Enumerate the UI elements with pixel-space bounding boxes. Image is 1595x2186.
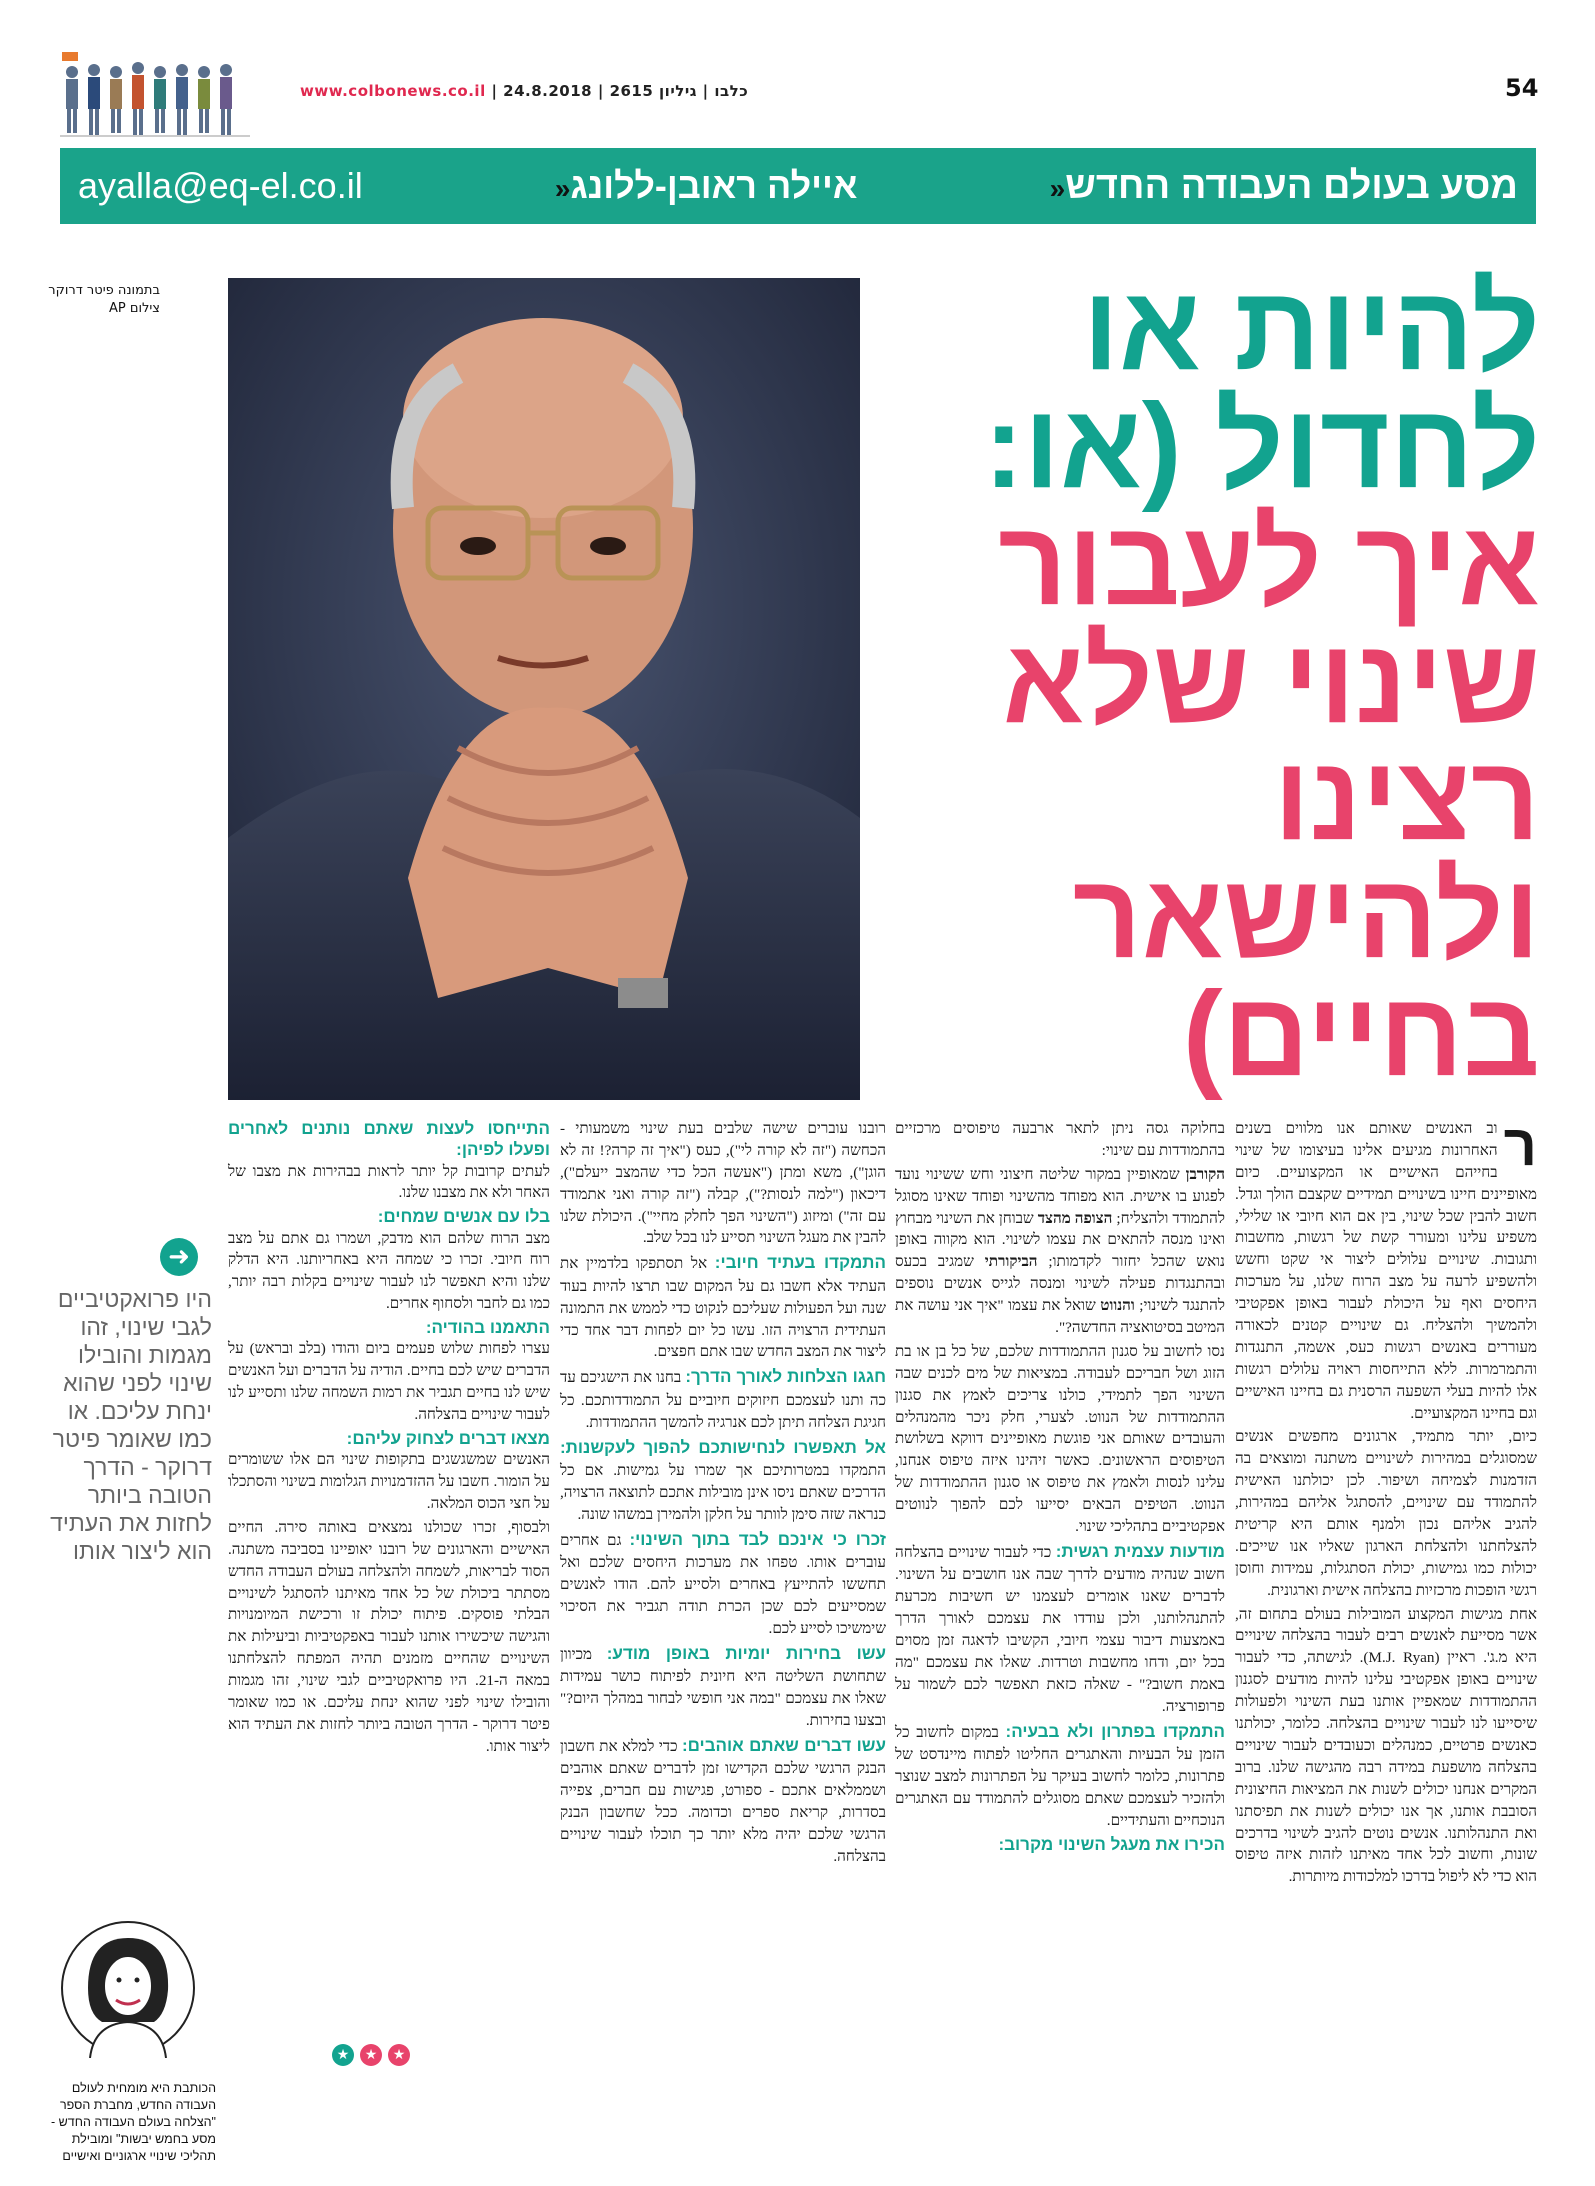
subheading: עשו בחירות יומיות באופן מודע: xyxy=(606,1643,886,1663)
paragraph-text: שמגיב בכעס ובהתנגדות פעילה לשינוי ומנסה לגייס אנשים נוספים להתנגד לשינוי; xyxy=(895,1253,1226,1315)
paragraph: נסו לחשוב על סגנון ההתמודדות שלכם, של כל בן או בת הזוג ושל חבריכם לעבודה. במציאות של מים לכנים שבה השינוי הפך לתמידי, כולנו צריכים לאמץ את סגנון ההתמודדות של הנווט. לצערי, חלק ניכר מהמנהלים והעובדים שאותם אני פוגשת מאופיינים דווקא בשלושת הטיפוסים הראשונים. כאשר זיהינו איזה טיפוס אנחנו, עלינו לנסות ולאמץ את טיפוס או סגנון ההתמודדות של הנווט. הטיפים הבאים יסייעו לכם להפוך לנווטים אפקטיביים בתהליכי שינוי. xyxy=(895,1342,1225,1536)
paragraph xyxy=(560,1365,886,1433)
title-line: שינוי שלא xyxy=(1002,613,1540,748)
author-email[interactable]: ayalla@eq-el.co.il xyxy=(78,165,363,206)
paragraph-text: מכיוון שתחושת השליטה היא חיונית לפיתוח כושר עמידות שאלו את עצמכם "במה אני חופשי לבחור במהלך היום?" ובצעו בחירות. xyxy=(560,1645,886,1730)
paragraph-text: התמקדו במטרותיכם אך שמרו על גמישות. אם כל הדרכים שאתם ניסו אינן מובילות אתכם לתוצאה הרצויה, כנראה שזה סימן לוותר על חלקן ולהמירן במשהו שונה. xyxy=(560,1462,886,1523)
article-column-2 xyxy=(895,1118,1225,2158)
paragraph: כיום, יותר מתמיד, ארגונים מחפשים אנשים שמסוגלים במהירות לשינויים משתנה ומוצאים בה הזדמנות לצמיחה ושיפור. לכן יכולתנו האישית להתמודד עם שינויים, להסתגל אליהם במהירות, להגיב אליהם נכון ולמנף אותם היא קריטית להצלחתנו ולהצלחת הארגון שאליו אנו שייכים. יכולות כמו גמישות, יכולת הסתגלות, עמידות וחוסן רגשי הופכות מרכזיות בהצלחה אישית וארגונית. xyxy=(1235,1428,1537,1599)
paragraph: עצרו לפחות שלוש פעמים ביום והודו (בלב ובראש) על הדברים שיש לכם בחיים. הודיה על הדברים ועל האנשים שיש לנו בחיים תגביר את רמות השמחה שלנו ותסייע לנו לעבור שינויים בהצלחה. xyxy=(228,1340,550,1424)
issue-info xyxy=(300,82,748,100)
author-name xyxy=(555,165,858,207)
double-chevron-icon: « xyxy=(1049,172,1066,204)
keyword: הקורבן xyxy=(1185,1165,1225,1183)
subheading: התמקדו בעתיד חיובי: xyxy=(714,1253,886,1273)
subheading: התמקדו בפתרון ולא בבעיה: xyxy=(1005,1721,1226,1741)
paragraph-text: בחנו את הישגיכם עד כה ותנו לעצמכם חיזוקים חיוביים על התמודדותכם. כל חגיגת הצלחה תיתן לכם אנרגיה להמשך ההתמודדות. xyxy=(560,1369,886,1431)
paragraph: אחת מגישות המקצוע המובילות בעולם בתחום זה, אשר מסייעת לאנשים רבים לעבור בהצלחה שינויים היא מ.ג'. ראיין (M.J. Ryan). לגישתה, כדי לעבור שינויים באופן אפקטיבי עלינו להיות מודעים לסגנון ההתמודדות שמאפיין אותנו בעת השינוי ולפעולות שיסייעו לנו לעבור שינויים בהצלחה. כלומר, יכולתנו כאנשים פרטיים, כמנהלים וכעובדים לעבור שינויים בהצלחה מושפעת במידה רבה מהגישה שלנו. ברוב המקרים אנחנו יכולים לשנות את המציאות החיצונית הסובבת אותנו, אך אנו יכולים לשנות את תפיסתנו ואת התנהלותנו. אנשים נוטים להגיב לשינוי בדרכים שונות, וחשוב לכל אחד מאיתנו לזהות איזה טיפוס הוא כדי לא ליפול בדרכו למלכודות מיותרות. xyxy=(1235,1605,1537,1886)
credit-photographer: צילום AP xyxy=(108,300,160,316)
subheading: התאמנו בהודיה: xyxy=(425,1318,550,1338)
star-icon: ★ xyxy=(332,2044,354,2066)
subheading: בלו עם אנשים שמחים: xyxy=(377,1207,550,1227)
drop-cap: ר xyxy=(1503,1113,1537,1178)
article-title xyxy=(880,261,1540,1101)
subheading: חגגו הצלחות לאורך הדרך: xyxy=(685,1367,886,1387)
subheading: עשו דברים שאתם אוהבים: xyxy=(681,1735,886,1755)
paragraph-text: שבוחן את השינוי מבחוץ ואינו מנסה להתאים את עצמו לשינוי. הוא מקווה באופן נואש שהכל יחזור לקדמותו; xyxy=(895,1209,1225,1271)
double-chevron-icon: « xyxy=(554,173,571,204)
paragraph: רובנו עוברים שישה שלבים בעת שינוי משמעותי - הכחשה ("זה לא קורה לי"), כעס ("איך זה קרה?! זה לא הוגן"), משא ומתן ("אעשה הכל כדי שהמצב ייעלם"), דיכאון ("למה לנסות?"), קבלה ("זה קורה ואני אתמודד עם זה") ומיזוג ("השינוי הפך לחלק מחיי"). היכולת שלנו להבין את מעגל השינוי תסייע לנו בכל שלב. xyxy=(560,1120,886,1247)
keyword: הצופה מהצד xyxy=(1037,1209,1113,1227)
paragraph xyxy=(560,1251,886,1363)
paragraph: ולבסוף, זכרו שכולנו נמצאים באותה סירה. החיים האישיים והארגונים של רובנו יאופיינו בסביבה משתנה. הסוד לבריאות, לשמחה ולהצלחה בעולם העבודה החדש מסתתר ביכולת של כל אחד מאיתנו להסתגל לשינויים הבלתי פוסקים. פיתוח יכולת זו ורכישת המיומנויות והגישה שיכשירו אותנו לעבור באפקטיביות וביעילות את השינויים שהחיים מזמנים תהיה המפתח להצלחתנו במאה ה-21. היו פרואקטיביים לגבי שינוי, זהו מגמות והובילו שינוי לפני שהוא ינחת עליכם. או כמו שאומר פיטר דרוקר - הדרך הטובה ביותר לחזות את העתיד הוא ליצור אותו. xyxy=(228,1518,550,1755)
title-line-text: לחדול (או: xyxy=(983,378,1540,513)
paragraph: מצב הרוח שלהם הוא מדבק, ושמרו גם אתם על מצב רוח חיובי. זכרו כי שמחה היא באחריותנו. היא הדלק שלנו והיא תאפשר לנו לעבור שינויים בקלות רבה יותר, כמו גם לחבר ולסחוף אחרים. xyxy=(228,1229,550,1313)
paragraph-text: גם אחרים עוברים אותו. טפחו את מערכות היחסים שלכם ואל תחששו להתייעץ באחרים ולסייע להם. הודו לאנשים שמסייעים לכם שכן הכרת תודה תגביר את הסיכוי שימשיכו לסייע לכם. xyxy=(560,1531,886,1637)
arrow-right-icon: ➜ xyxy=(160,1238,198,1276)
page-number: 54 xyxy=(1505,74,1539,102)
paragraph xyxy=(560,1436,886,1526)
paragraph: האנשים שמשגשגים בתקופות שינוי הם אלו ששומרים על הומור. חשבו על ההזדמנויות הגלומות בשינוי והסתכלו על חצי הכוס המלאה. xyxy=(228,1451,550,1512)
article-column-1 xyxy=(1235,1113,1537,2158)
author-bio: הכותבת היא מומחית לעולם העבודה החדש, מחברת הספר "הצלחה בעולם העבודה החדש - מסע בחמש יבשות" ומובילת תהליכי שינויי ארגוניים ואישיים xyxy=(51,2081,216,2163)
author-portrait-illustration xyxy=(58,1918,198,2058)
paragraph-text: כדי לעבור שינויים בהצלחה חשוב שנהיה מודעים לדרך שבה אנו חושבים על השינוי. לדברים שאנו אומרים לעצמנו יש חשיבות מכרעת להתנהלותנו, ולכן עודדו את עצמכם לאורך הדרך באמצעות דיבור עצמי חיובי, הקשיבו לדאגה זמן מסוים בכל יום, ודחו מחשבות וטרדות. שאלו את עצמכם "מה באמת חשוב?" - שאלה כזאת תאפשר לכם לשמור על פרופורציה. xyxy=(895,1543,1225,1715)
paragraph-text: שמאופיין במקור שליטה חיצוני וחש ששינוי נועד לפגוע בו אישית. הוא מפוחד מהשינוי ופוחד שאינו מסוגל להתמודד ולהצליח; xyxy=(895,1165,1226,1227)
paragraph-text: שואל את עצמו "איך אני עושה את המיטב בסיטואציה החדשה?". xyxy=(895,1297,1225,1337)
section-header-bar xyxy=(60,148,1536,224)
subheading: התייחסו לעצות שאתם נותנים לאחרים ופעלו לפיהן: xyxy=(228,1119,550,1160)
paragraph xyxy=(895,1540,1225,1718)
paragraph xyxy=(895,1720,1225,1832)
title-line: איך לעבור xyxy=(998,496,1540,631)
subheading: מודעות עצמית רגשית: xyxy=(1055,1541,1225,1561)
section-name xyxy=(1050,165,1518,208)
paragraph xyxy=(560,1642,886,1732)
people-queue-illustration xyxy=(60,50,250,142)
paragraph xyxy=(560,1528,886,1640)
paragraph xyxy=(895,1164,1225,1339)
title-line xyxy=(880,378,1540,513)
article-column-4 xyxy=(228,1118,550,2138)
paragraph xyxy=(560,1734,886,1868)
subheading: זכרו כי אינכם לבד בתוך השינוי: xyxy=(629,1529,887,1549)
article-column-3 xyxy=(560,1118,886,2158)
star-icon: ★ xyxy=(360,2044,382,2066)
rating-stars xyxy=(332,2044,410,2066)
paragraph-text: אל תסתפקו בלדמיין את העתיד אלא חשבו גם על המקום שבו תרצו להיות בעוד שנה ועל הפעולות שעליכם לנקוט כדי לממש את התמונה העתידית הרצויה הזו. עשו כל יום לפחות דבר אחד כדי ליצור את המצב החדש שבו אתם חפצים. xyxy=(560,1255,886,1361)
paragraph: וב האנשים שאותם אנו מלווים בשנים האחרונות מגיעים אלינו בעיצומו של שינוי בחייהם האישיים או המקצועיים. כיום מאופיינים חיינו בשינויים תמידיים שקצבם הולך וגדל. חשוב להבין שכל שינוי, בין אם הוא חיובי או שלילי, משפיע עלינו ומעורר קשת של רגשות, מחשבות ותגובות. שינויים עלולים ליצור אי שקט וחשש ולהשפיע לרעה על מצב הרוח שלנו, על מערכות היחסים ואף על היכולת לעבור באופן אפקטיבי ולהמשיך ולהצליח. גם שינויים קטנים לכאורה מעוררים באנשים רגשות כעס, אשמה, התנגדות והתמרמרות. ללא התייחסות ראויה עלולים רגשות אלו להיות בעלי השפעה הרסנית גם בחיינו האישיים וגם בחיינו המקצועיים. xyxy=(1235,1120,1537,1422)
pull-quote: היו פרואקטיביים לגבי שינוי, זהו מגמות והובילו שינוי לפני שהוא ינחת עליכם. או כמו שאומר פיטר דרוקר - הדרך הטובה ביותר לחזות את העתיד הוא ליצור אותו xyxy=(50,1286,212,1565)
photo-credit xyxy=(10,282,160,317)
site-url[interactable]: www.colbonews.co.il xyxy=(300,82,486,100)
star-icon: ★ xyxy=(388,2044,410,2066)
subheading: מצאו דברים לצחוק עליהם: xyxy=(346,1428,550,1448)
subheading: הכירו את מעגל השינוי מקרוב: xyxy=(998,1834,1225,1854)
title-line: רצינו xyxy=(1273,731,1540,866)
section-title: מסע בעולם העבודה החדש xyxy=(1065,164,1518,207)
paragraph-text: במקום לחשוב כל הזמן על הבעיות והאתגרים החליטו לפתוח מיינדסט של פתרונות, כלומר לחשוב בעיקר על הפתרונות למצב שנוצר ולהזכיר לעצמכם שאתם מסוגלים להתמודד עם האתגרים הנוכחיים והעתידיים. xyxy=(895,1723,1225,1829)
author-label: איילה ראובן-ללונג xyxy=(570,165,858,206)
paragraph: לעתים קרובות קל יותר לראות בבהירות את מצבו של האחר ולא את מצבנו שלנו. xyxy=(228,1162,550,1202)
title-line: בחיים) xyxy=(1182,966,1540,1101)
paragraph-text: כדי למלא את חשבון הבנק הרגשי שלכם הקדישו זמן לדברים שאתם אוהבים ושממלאים אתכם - ספורט, פגישות עם חברים, צפייה בסדרות, קריאת ספרים וכדומה. ככל שחשבון הבנק הרגשי שלכם יהיה מלא יותר כך תוכלו לעבור שינויים בהצלחה. xyxy=(560,1737,886,1865)
paragraph: בחלוקה גסה ניתן לתאר ארבעה טיפוסים מרכזיים בהתמודדות עם שינוי: xyxy=(895,1120,1225,1159)
credit-caption: בתמונה פיטר דרוקר xyxy=(48,283,160,298)
keyword: הביקורתי xyxy=(984,1253,1038,1271)
title-line: להיות או xyxy=(1082,261,1540,395)
subheading: אל תאפשרו לנחישותכם להפוך לעקשנות: xyxy=(560,1437,886,1457)
keyword: והנווט xyxy=(1100,1297,1135,1315)
portrait-photo xyxy=(228,278,860,1100)
title-line: ולהישאר xyxy=(1072,848,1540,983)
issue-meta: | כלבו | גיליון 2615 | 24.8.2018 xyxy=(491,82,749,100)
